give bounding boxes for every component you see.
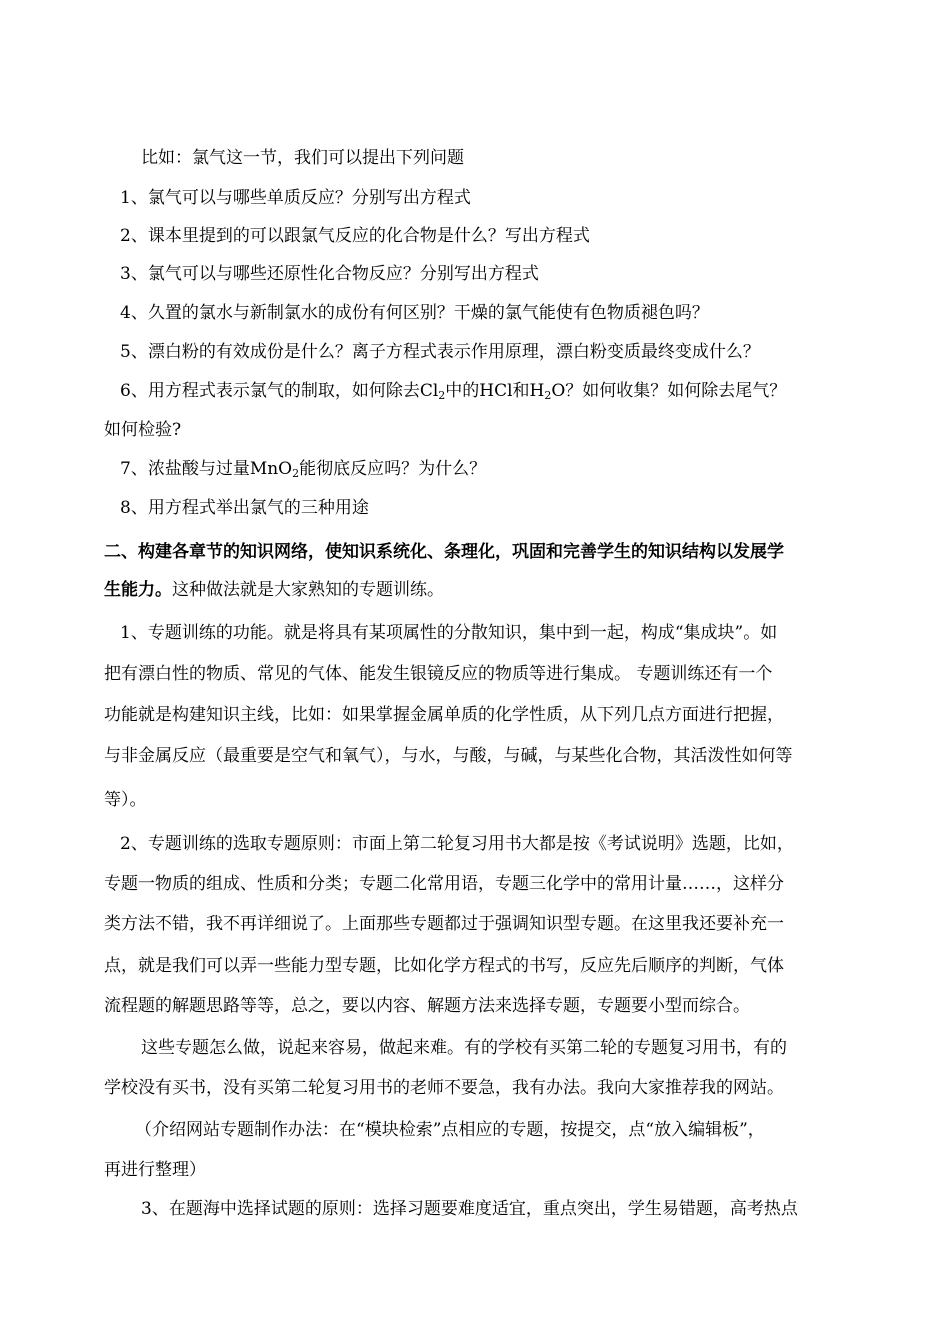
subscript-2: 2 [438, 389, 446, 402]
section-2-heading-cont [104, 580, 444, 600]
question-6 [120, 381, 786, 401]
question-4: 4、久置的氯水与新制氯水的成份有何区别？干燥的氯气能使有色物质褪色吗？ [120, 303, 709, 323]
paragraph-4-line: 再进行整理） [104, 1160, 206, 1180]
question-6-part-a: 6、用方程式表示氯气的制取，如何除去Cl [120, 381, 439, 401]
question-3: 3、氯气可以与哪些还原性化合物反应？分别写出方程式 [120, 264, 539, 284]
question-2: 2、课本里提到的可以跟氯气反应的化合物是什么？写出方程式 [120, 226, 590, 246]
section-2-heading: 二、构建各章节的知识网络，使知识系统化、条理化，巩固和完善学生的知识结构以发展学 [104, 542, 784, 562]
paragraph-4-line: （介绍网站专题制作办法：在“模块检索”点相应的专题，按提交，点“放入编辑板”， [135, 1120, 765, 1140]
paragraph-5-line: 3、在题海中选择试题的原则：选择习题要难度适宜，重点突出，学生易错题，高考热点 [141, 1199, 798, 1219]
intro-text: 比如：氯气这一节，我们可以提出下列问题 [141, 148, 464, 168]
question-6-part-b: 中的HCl和H [445, 381, 545, 401]
section-2-heading-bold: 生能力。 [104, 580, 172, 600]
paragraph-2-line: 点，就是我们可以弄一些能力型专题，比如化学方程式的书写，反应先后顺序的判断，气体 [104, 956, 784, 976]
question-6-part-c: O？如何收集？如何除去尾气？ [551, 381, 787, 401]
paragraph-1-line: 与非金属反应（最重要是空气和氧气），与水，与酸，与碱，与某些化合物，其活泼性如何等 [104, 746, 793, 766]
question-7 [120, 459, 486, 479]
question-8: 8、用方程式举出氯气的三种用途 [120, 498, 369, 518]
question-1: 1、氯气可以与哪些单质反应？分别写出方程式 [120, 188, 471, 208]
paragraph-3-line: 这些专题怎么做，说起来容易，做起来难。有的学校有买第二轮的专题复习用书，有的 [141, 1038, 787, 1058]
paragraph-2-line: 类方法不错，我不再详细说了。上面那些专题都过于强调知识型专题。在这里我还要补充一 [104, 914, 784, 934]
paragraph-1-line: 1、专题训练的功能。就是将具有某项属性的分散知识，集中到一起，构成“集成块”。如 [120, 623, 778, 643]
question-6-continued: 如何检验? [104, 420, 182, 440]
paragraph-1-line: 功能就是构建知识主线，比如：如果掌握金属单质的化学性质，从下列几点方面进行把握， [104, 705, 784, 725]
section-2-heading-rest: 这种做法就是大家熟知的专题训练。 [172, 580, 444, 600]
paragraph-3-line: 学校没有买书，没有买第二轮复习用书的老师不要急，我有办法。我向大家推荐我的网站。 [104, 1078, 784, 1098]
paragraph-2-line: 流程题的解题思路等等，总之，要以内容、解题方法来选择专题，专题要小型而综合。 [104, 996, 750, 1016]
question-7-part-a: 7、浓盐酸与过量MnO [120, 459, 293, 479]
question-7-part-b: 能彻底反应吗？为什么？ [299, 459, 487, 479]
subscript-2: 2 [292, 467, 300, 480]
question-5: 5、漂白粉的有效成份是什么？离子方程式表示作用原理，漂白粉变质最终变成什么？ [120, 342, 760, 362]
subscript-2: 2 [544, 389, 552, 402]
paragraph-1-line: 把有漂白性的物质、常见的气体、能发生银镜反应的物质等进行集成。 专题训练还有一个 [104, 664, 773, 684]
paragraph-2-line: 专题一物质的组成、性质和分类；专题二化常用语，专题三化学中的常用计量……，这样分 [104, 874, 784, 894]
paragraph-1-line: 等）。 [104, 790, 147, 810]
paragraph-2-line: 2、专题训练的选取专题原则：市面上第二轮复习用书大都是按《考试说明》选题，比如， [120, 834, 794, 854]
